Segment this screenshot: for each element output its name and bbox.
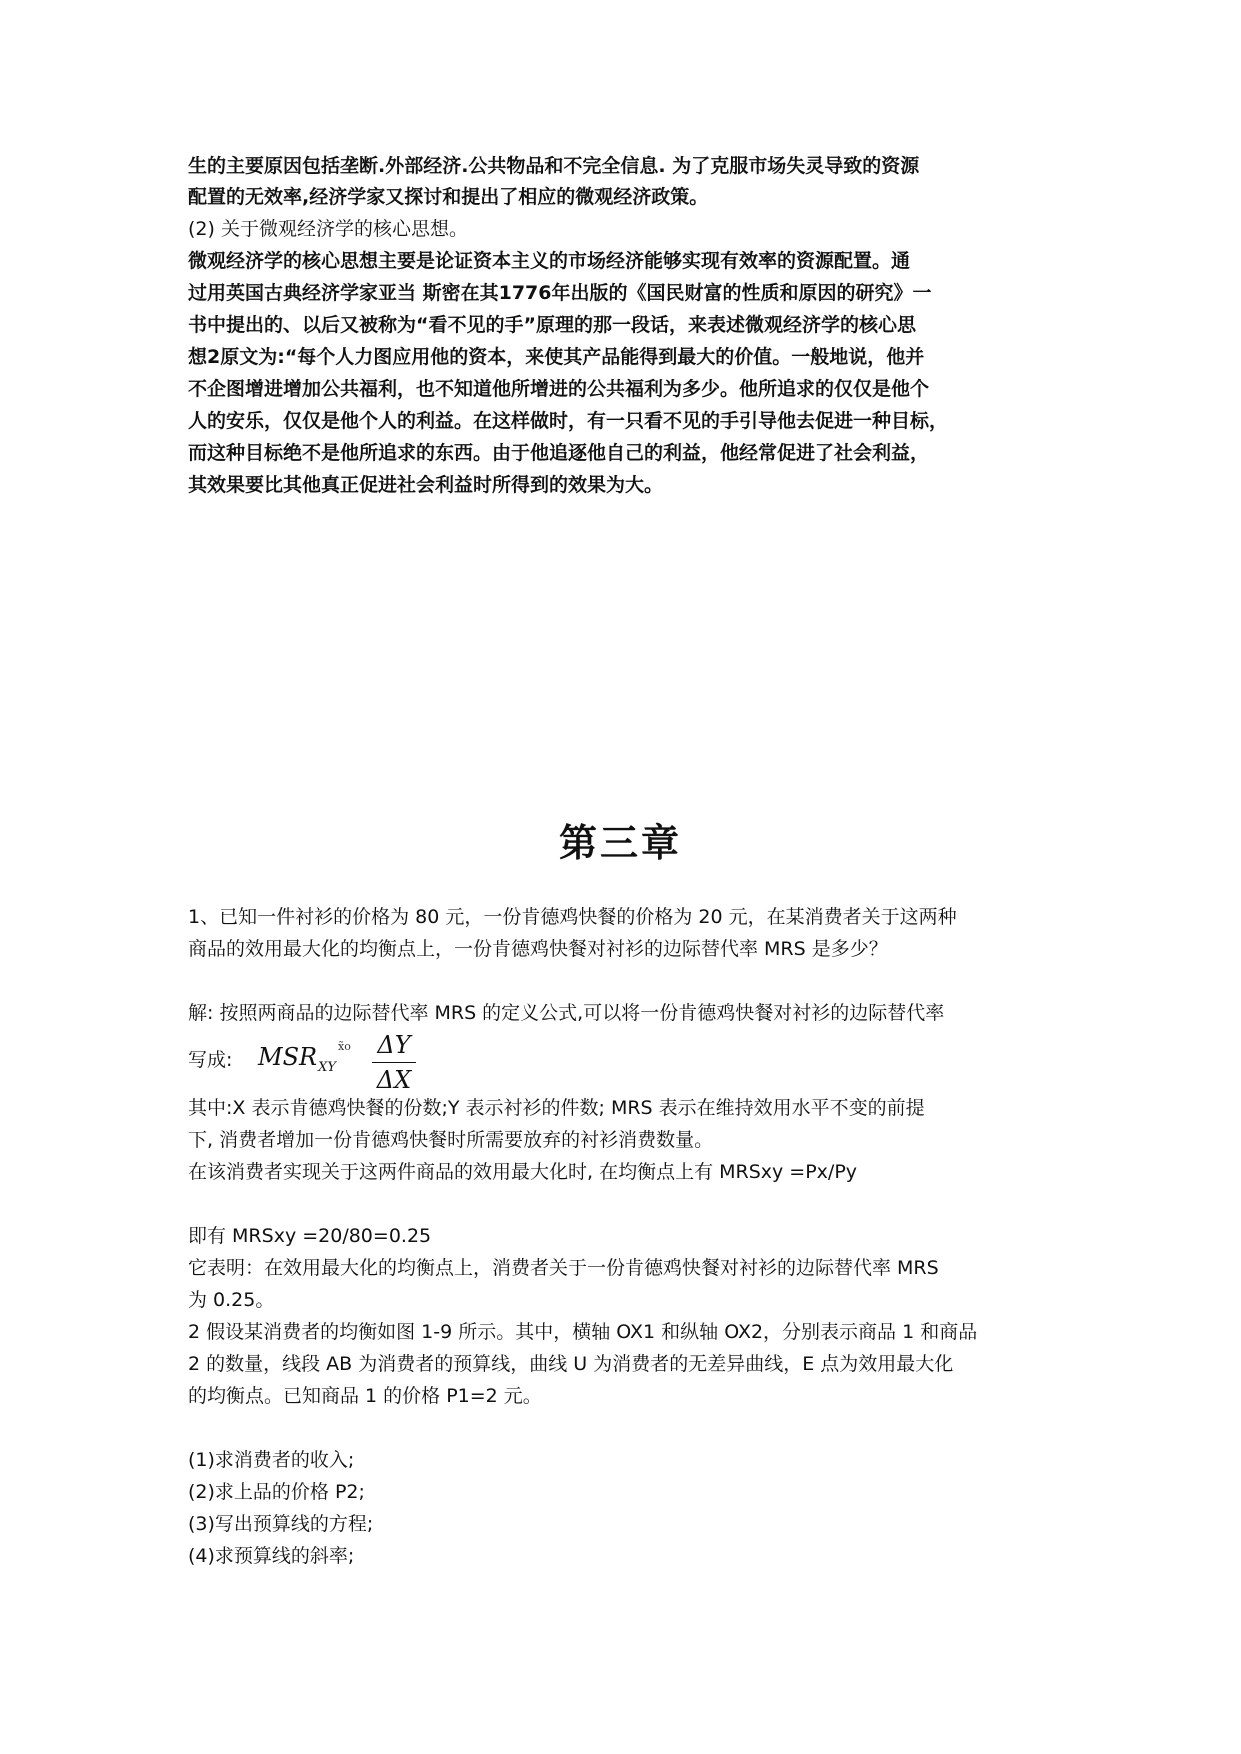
question-line: 商品的效用最大化的均衡点上，一份肯德鸡快餐对衬衫的边际替代率 MRS 是多少？ [188,938,888,960]
paragraph-line: 生的主要原因包括垄断.外部经济.公共物品和不完全信息. 为了克服市场失灵导致的资源 [188,155,920,177]
paragraph-line: 不企图增进增加公共福利，也不知道他所增进的公共福利为多少。他所追求的仅仅是他个 [188,378,930,400]
answer-line: 下, 消费者增加一份肯德鸡快餐时所需要放弃的衬衫消费数量。 [188,1129,714,1151]
answer-line: 解: 按照两商品的边际替代率 MRS 的定义公式,可以将一份肯德鸡快餐对衬衫的边际替代率 [188,1002,945,1024]
sub-question: (4)求预算线的斜率; [188,1545,355,1567]
paragraph-line: 其效果要比其他真正促进社会利益时所得到的效果为大。 [188,474,664,496]
paragraph-line: 人的安乐，仅仅是他个人的利益。在这样做时，有一只看不见的手引导他去促进一种目标， [188,410,949,432]
answer-line: 即有 MRSxy =20/80=0.25 [188,1225,432,1247]
sub-question: (2)求上品的价格 P2; [188,1481,365,1503]
question-line: 2 的数量，线段 AB 为消费者的预算线，曲线 U 为消费者的无差异曲线，E 点为效用最大化 [188,1353,954,1375]
answer-line: 其中:X 表示肯德鸡快餐的份数;Y 表示衬衫的件数; MRS 表示在维持效用水平不变的前提 [188,1097,925,1119]
answer-line: 在该消费者实现关于这两件商品的效用最大化时, 在均衡点上有 MRSxy =Px/Py [188,1161,858,1183]
paragraph-line: 微观经济学的核心思想主要是论证资本主义的市场经济能够实现有效率的资源配置。通 [188,250,911,272]
question-line: 1、已知一件衬衫的价格为 80 元，一份肯德鸡快餐的价格为 20 元，在某消费者关于这两种 [188,906,957,928]
sub-question: (1)求消费者的收入; [188,1449,355,1471]
paragraph-line: 想2原文为:“每个人力图应用他的资本，来使其产品能得到最大的价值。一般地说，他并 [188,346,925,368]
paragraph-line: 配置的无效率,经济学家又探讨和提出了相应的微观经济政策。 [188,186,709,208]
paragraph-line: 书中提出的、以后又被称为“看不见的手”原理的那一段话，来表述微观经济学的核心思 [188,314,916,336]
formula-prefix: 写成: [188,1049,233,1071]
section-heading: (2) 关于微观经济学的核心思想。 [188,218,468,240]
answer-line: 为 0.25。 [188,1289,275,1311]
chapter-title: 第三章 [558,820,682,865]
delta-fraction [372,1030,416,1095]
answer-line: 它表明：在效用最大化的均衡点上，消费者关于一份肯德鸡快餐对衬衫的边际替代率 MRS [188,1257,939,1279]
question-line: 2 假设某消费者的均衡如图 1-9 所示。其中，横轴 OX1 和纵轴 OX2，分别表示商品 1 和商品 [188,1321,978,1343]
fraction-numerator: ΔY [377,1031,411,1059]
paragraph-line: 过用英国古典经济学家亚当 斯密在其1776年出版的《国民财富的性质和原因的研究》一 [188,282,932,304]
formula-eq-mark: x̃o [338,1040,351,1053]
question-line: 的均衡点。已知商品 1 的价格 P1=2 元。 [188,1385,542,1407]
fraction-denominator: ΔX [376,1066,412,1094]
fraction-bar [372,1062,416,1063]
sub-question: (3)写出预算线的方程; [188,1513,374,1535]
paragraph-line: 而这种目标绝不是他所追求的东西。由于他追逐他自己的利益，他经常促进了社会利益， [188,442,930,464]
mrs-formula-symbol: $MSR_{XY}$ [258,1043,336,1075]
